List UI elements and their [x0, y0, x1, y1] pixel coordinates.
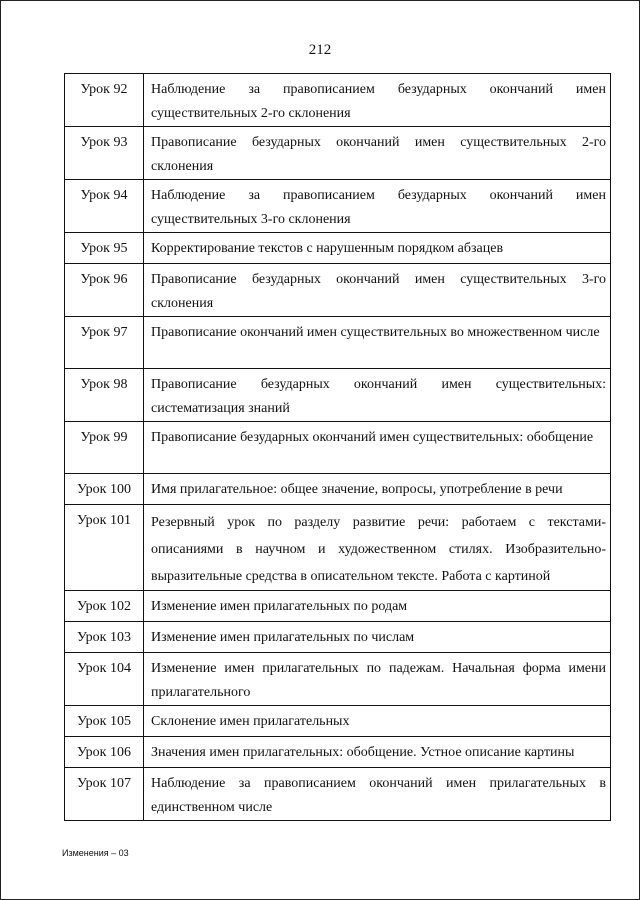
lesson-number: Урок 104	[65, 653, 144, 706]
lesson-number: Урок 107	[65, 768, 144, 821]
lesson-topic: Имя прилагательное: общее значение, вопросы, употребление в речи	[144, 474, 611, 505]
lesson-topic: Наблюдение за правописанием безударных окончаний имен существительных 3-го склонения	[144, 180, 611, 233]
lesson-number: Урок 103	[65, 622, 144, 653]
lesson-topic: Правописание безударных окончаний имен существительных 3-го склонения	[144, 264, 611, 317]
lesson-number: Урок 106	[65, 737, 144, 768]
table-row	[65, 233, 611, 264]
lesson-number: Урок 98	[65, 369, 144, 422]
lesson-topic: Склонение имен прилагательных	[144, 706, 611, 737]
lesson-number: Урок 99	[65, 422, 144, 474]
lesson-topic: Резервный урок по разделу развитие речи: работаем с текстами-описаниями в научном и художественном стилях. Изобразительно-выразительные средства в описательном тексте. Работа с картиной	[144, 505, 611, 591]
lesson-number: Урок 94	[65, 180, 144, 233]
lesson-topic: Правописание безударных окончаний имен существительных: обобщение	[144, 422, 611, 474]
lesson-topic: Наблюдение за правописанием безударных окончаний имен существительных 2-го склонения	[144, 74, 611, 127]
lesson-number: Урок 97	[65, 317, 144, 369]
lesson-number: Урок 93	[65, 127, 144, 180]
lesson-topic: Наблюдение за правописанием окончаний имен прилагательных в единственном числе	[144, 768, 611, 821]
table-row	[65, 706, 611, 737]
lesson-topic: Корректирование текстов с нарушенным порядком абзацев	[144, 233, 611, 264]
table-row	[65, 591, 611, 622]
lesson-topic: Правописание окончаний имен существительных во множественном числе	[144, 317, 611, 369]
table-row	[65, 369, 611, 422]
lesson-number: Урок 95	[65, 233, 144, 264]
table-row	[65, 505, 611, 591]
lesson-number: Урок 101	[65, 505, 144, 591]
lesson-topic: Значения имен прилагательных: обобщение. Устное описание картины	[144, 737, 611, 768]
table-row	[65, 317, 611, 369]
table-row	[65, 264, 611, 317]
lesson-topic: Правописание безударных окончаний имен существительных: систематизация знаний	[144, 369, 611, 422]
lesson-topic: Изменение имен прилагательных по родам	[144, 591, 611, 622]
lesson-number: Урок 100	[65, 474, 144, 505]
table-row	[65, 474, 611, 505]
table-row	[65, 127, 611, 180]
table-row	[65, 622, 611, 653]
table-row	[65, 74, 611, 127]
lesson-number: Урок 102	[65, 591, 144, 622]
table-row	[65, 768, 611, 821]
lesson-topic: Изменение имен прилагательных по числам	[144, 622, 611, 653]
lesson-number: Урок 96	[65, 264, 144, 317]
table-row	[65, 422, 611, 474]
footer-revision: Изменения – 03	[62, 848, 129, 858]
lesson-number: Урок 92	[65, 74, 144, 127]
lesson-topic: Изменение имен прилагательных по падежам. Начальная форма имени прилагательного	[144, 653, 611, 706]
page-number: 212	[308, 42, 332, 58]
lesson-table	[64, 73, 611, 821]
lesson-topic: Правописание безударных окончаний имен существительных 2-го склонения	[144, 127, 611, 180]
table-row	[65, 737, 611, 768]
table-row	[65, 180, 611, 233]
lesson-number: Урок 105	[65, 706, 144, 737]
table-row	[65, 653, 611, 706]
